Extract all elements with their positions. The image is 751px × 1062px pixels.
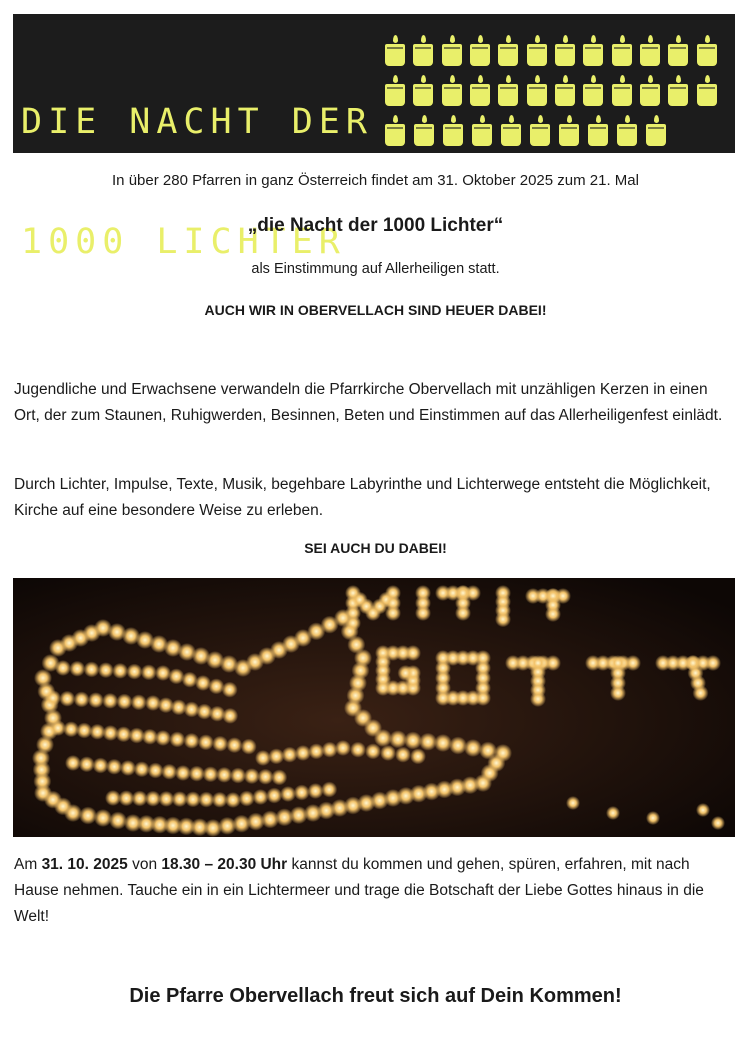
candle-row [385,106,725,146]
candle-icon [442,84,461,106]
candle-row [385,66,725,106]
candle-icon [385,124,405,146]
candle-icon [472,124,492,146]
candle-icon [640,84,659,106]
candle-icon [555,84,574,106]
banner-title-line1: DIE NACHT DER [21,102,373,142]
candle-icon [646,124,666,146]
program-paragraph: Durch Lichter, Impulse, Texte, Musik, begehbare Labyrinthe und Lichterwege entsteht die Möglichkeit, Kirche auf eine besondere Weise zu erleben. [14,476,711,519]
event-headline: „die Nacht der 1000 Lichter“ [247,215,504,236]
candle-icon [555,44,574,66]
candle-icon [617,124,637,146]
candle-icon [612,84,631,106]
candle-icon [668,44,687,66]
candle-icon [413,84,432,106]
event-details-paragraph [14,852,736,930]
candle-icon [640,44,659,66]
candle-icon [559,124,579,146]
candle-dove-photo [13,578,735,837]
details-prefix: Am [14,856,42,873]
banner-date: 31.10.2025 [21,342,292,382]
details-middle: von [127,856,162,873]
candle-icon-grid [385,26,725,146]
event-time: 18.30 – 20.30 Uhr [161,856,288,873]
candle-icon [413,44,432,66]
details-rest: kannst du kommen und gehen, spüren, erfahren, mit nach Hause nehmen. Tauche ein in ein Lichtermeer und trage die Botschaft der Liebe Gottes hinaus in die Welt! [14,856,704,925]
candle-icon [697,84,716,106]
intro-text: In über 280 Pfarren in ganz Österreich findet am 31. Oktober 2025 zum 21. Mal [112,172,639,189]
candle-icon [530,124,550,146]
candle-icon [583,84,602,106]
invite-statement: SEI AUCH DU DABEI! [304,540,447,556]
candle-lights-image [13,578,735,837]
candle-icon [697,44,716,66]
description-paragraph: Jugendliche und Erwachsene verwandeln die Pfarrkirche Obervellach mit unzähligen Kerzen in einen Ort, der zum Staunen, Ruhigwerden, Besinnen, Beten und Einstimmen auf das Allerheiligenfest einlädt. [14,381,723,424]
banner-title-line2: 1000 LICHTER [21,222,346,262]
candle-icon [668,84,687,106]
subline-text: als Einstimmung auf Allerheiligen statt. [251,261,500,277]
candle-icon [527,44,546,66]
candle-icon [612,44,631,66]
candle-icon [527,84,546,106]
candle-icon [385,84,404,106]
candle-icon [442,44,461,66]
event-date: 31. 10. 2025 [41,856,128,873]
closing-line: Die Pfarre Obervellach freut sich auf Dein Kommen! [129,985,622,1007]
candle-icon [470,84,489,106]
candle-icon [470,44,489,66]
candle-icon [501,124,521,146]
candle-icon [385,44,404,66]
candle-icon [588,124,608,146]
candle-row [385,26,725,66]
candle-icon [414,124,434,146]
participation-statement: AUCH WIR IN OBERVELLACH SIND HEUER DABEI! [204,302,547,318]
candle-icon [443,124,463,146]
candle-icon [498,44,517,66]
candle-icon [583,44,602,66]
candle-icon [498,84,517,106]
